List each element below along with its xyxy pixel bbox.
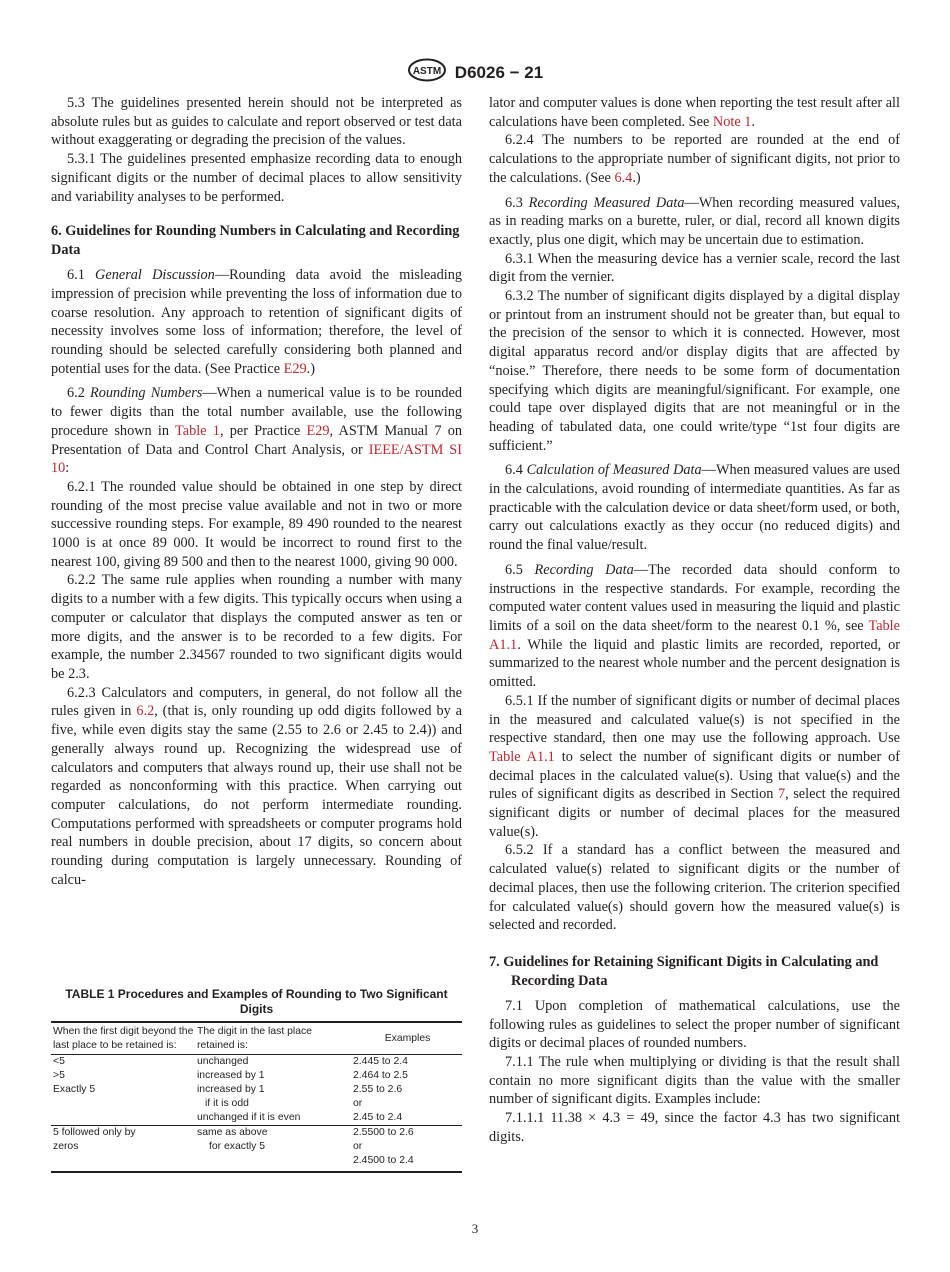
right-column — [489, 94, 900, 1147]
para-6-2: 6.2 Rounding Numbers—When a numerical value is to be rounded to fewer digits than the total number available, use the following procedure shown in Table 1, per Practice E29, ASTM Manual 7 on Presentation of Data and Control Chart Analysis, or IEEE/ASTM SI 10: — [51, 385, 463, 477]
para-6-5: 6.5 Recording Data—The recorded data should conform to instructions in the respective standards. For example, recording the computed water content values used in measuring the liquid and plastic limits of a soil on the data sheet/form to the nearest 0.1 %, see Table A1.1. While the liquid and plastic limits are recorded, reported, or summarized to the nearest whole number and the percent designation is omitted. — [489, 561, 900, 691]
para-6-3-1: 6.3.1 When the measuring device has a vernier scale, record the last digit from the vernier. — [489, 250, 900, 286]
para-6-2-1: 6.2.1 The rounded value should be obtained in one step by direct rounding of the most precise value available and not in two or more successive rounding steps. For example, 89 490 rounded to the nearest 1000 is at once 89 000. It would be incorrect to round first to the nearest 100, giving 89 500 and then to the nearest 1000, giving 90 000. — [51, 478, 462, 570]
link-table-a1-1[interactable]: Table A1.1 — [489, 617, 900, 653]
para-6-2-3: 6.2.3 Calculators and computers, in general, do not follow all the rules given in 6.2, (that is, only rounding up odd digits followed by a five, while even digits stay the same (2.55 to 2.6 or 2.45 to 2.4)) and generally always round up. Recognizing the widespread use of calculators and computers that always round up, their use shall not be regarded as nonconforming with this practice. When carrying out computer calculations, do not perform intermediate rounding. Computations performed with spreadsheets or computer programs hold real numbers in double precision, about 17 digits, so concern about rounding during computation is largely unnecessary. Rounding of calcu- — [51, 684, 462, 888]
link-6-4[interactable]: 6.4 — [614, 169, 633, 186]
table-row: <5 unchanged 2.445 to 2.4 — [53, 1056, 408, 1067]
para-6-3-2: 6.3.2 The number of significant digits displayed by a digital display or printout from an instrument should not be greater than, but equal to the precision of the sensor to which it is connected. However, most digital apparatus record and/or display digits that are affected by “noise.” Therefore, there needs to be some form of documentation specifying which digits are meaningful/significant. For example, one could tape over displayed digits that are not meaningful or in the heading of tabulated data, one could write/type “1st four digits are sufficient.” — [489, 288, 900, 454]
section-6-heading: 6. Guidelines for Rounding Numbers in Calculating and Recording Data — [51, 223, 460, 259]
para-6-3-title: Recording Measured Data — [528, 194, 685, 211]
table-1-title: TABLE 1 Procedures and Examples of Rounding to Two Significant Digits — [65, 987, 448, 1016]
para-6-1: 6.1 General Discussion—Rounding data avoid the misleading impression of precision while preventing the loss of information due to coarse resolution. Any approach to retention of significant digits of necessity involves some loss of information; therefore, the level of rounding should be selected carefully considering both planned and potential uses for the data. (See Practice E29.) — [51, 267, 462, 377]
link-e29[interactable]: E29 — [283, 360, 307, 377]
para-5-3: 5.3 The guidelines presented herein should not be interpreted as absolute rules but as guides to calculate and report observed or test data without exaggerating or degrading the precision of the values. — [51, 95, 462, 149]
para-6-5-title: Recording Data — [534, 561, 634, 578]
page-header — [0, 58, 950, 87]
para-6-4: 6.4 Calculation of Measured Data—When measured values are used in the calculations, avoid rounding of intermediate quantities. As far as practicable with the calculation device or data sheet/form used, or both, carry out calculations exactly as they occur (no reduced digits) and round the final value/result. — [489, 462, 900, 554]
table-row: Exactly 5 increased by 1 if it is odd unchanged if it is even 2.55 to 2.6 or 2.45 to 2.4 — [53, 1084, 403, 1123]
para-6-2-4: 6.2.4 The numbers to be reported are rounded at the end of calculations to the appropriate number of significant digits, not prior to the calculations. (See 6.4.) — [489, 132, 900, 186]
link-e29-2[interactable]: E29 — [306, 422, 330, 439]
table-header-examples: Examples — [351, 1022, 462, 1055]
table-1 — [51, 987, 462, 1173]
link-section-7[interactable]: 7 — [777, 786, 786, 803]
astm-logo-text: ASTM — [412, 66, 441, 77]
page-number: 3 — [471, 1221, 479, 1236]
para-6-2-title: Rounding Numbers — [89, 385, 203, 402]
rounding-table — [51, 1021, 462, 1173]
link-table-1[interactable]: Table 1 — [175, 422, 220, 439]
document-code: D6026 − 21 — [454, 62, 544, 82]
para-7-1-1-1: 7.1.1.1 11.38 × 4.3 = 49, since the factor 4.3 has two significant digits. — [489, 1110, 900, 1145]
para-6-5-1: 6.5.1 If the number of significant digits or number of decimal places in the measured and calculated value(s) is not specified in the respective standard, then one may use the following approach. Use Table A1.1 to select the number of significant digits or number of decimal places in the calculated value(s). Using that value(s) and the rules of significant digits as described in Section 7, select the required significant digits or number of decimal places for the measured value(s). — [489, 692, 901, 840]
para-5-3-1: 5.3.1 The guidelines presented emphasize recording data to enough significant digits or the number of decimal places to allow sensitivity and variability analyses to be performed. — [51, 151, 462, 205]
table-header-first-digit: When the first digit beyond the last place to be retained is: — [51, 1022, 195, 1055]
link-note-1[interactable]: Note 1 — [712, 113, 752, 130]
table-row: >5 increased by 1 2.464 to 2.5 — [53, 1070, 408, 1081]
astm-logo — [407, 58, 447, 87]
para-6-4-title: Calculation of Measured Data — [526, 462, 702, 479]
para-6-2-3-cont: lator and computer values is done when reporting the test result after all calculations have been completed. See Note 1. — [489, 95, 900, 130]
para-6-2-2: 6.2.2 The same rule applies when rounding a number with many digits to a number with a few digits. This typically occurs when using a computer or calculator that displays the computed answer as ten or more digits, and the answer is to be recorded to a few digits. For example, the number 2.34567 rounded to two significant digits would be 2.3. — [51, 572, 462, 682]
table-header-last-place: The digit in the last place retained is: — [195, 1022, 351, 1055]
table-header-row — [51, 1022, 462, 1055]
para-7-1: 7.1 Upon completion of mathematical calculations, use the following rules as guidelines to select the proper number of significant digits or decimal places of rounded numbers. — [489, 997, 900, 1052]
link-ieee-si10[interactable]: IEEE/ASTM SI 10 — [51, 441, 462, 477]
link-6-2[interactable]: 6.2 — [136, 703, 155, 720]
para-6-5-2: 6.5.2 If a standard has a conflict between the measured and calculated value(s) related to significant digits or the number of decimal places, then use the following criterion. The criterion specified for calculated value(s) should govern how the measured value(s) is selected and recorded. — [489, 842, 900, 934]
para-6-3: 6.3 Recording Measured Data—When recording measured values, as in reading marks on a burette, ruler, or dial, record all known digits exactly, plus one digit, which may be uncertain due to estimation. — [489, 194, 900, 248]
para-6-1-title: General Discussion — [95, 267, 215, 284]
table-row: 5 followed only by zeros same as above for exactly 5 2.5500 to 2.6 or 2.4500 to 2.4 — [51, 1126, 462, 1173]
para-7-1-1: 7.1.1 The rule when multiplying or dividing is that the result shall contain no more significant digits than the value with the smaller number of significant digits. Examples include: — [489, 1054, 900, 1108]
link-table-a1-1-2[interactable]: Table A1.1 — [489, 748, 555, 765]
section-7-heading: 7. Guidelines for Retaining Significant Digits in Calculating and Recording Data — [489, 953, 879, 989]
left-column — [51, 94, 462, 889]
